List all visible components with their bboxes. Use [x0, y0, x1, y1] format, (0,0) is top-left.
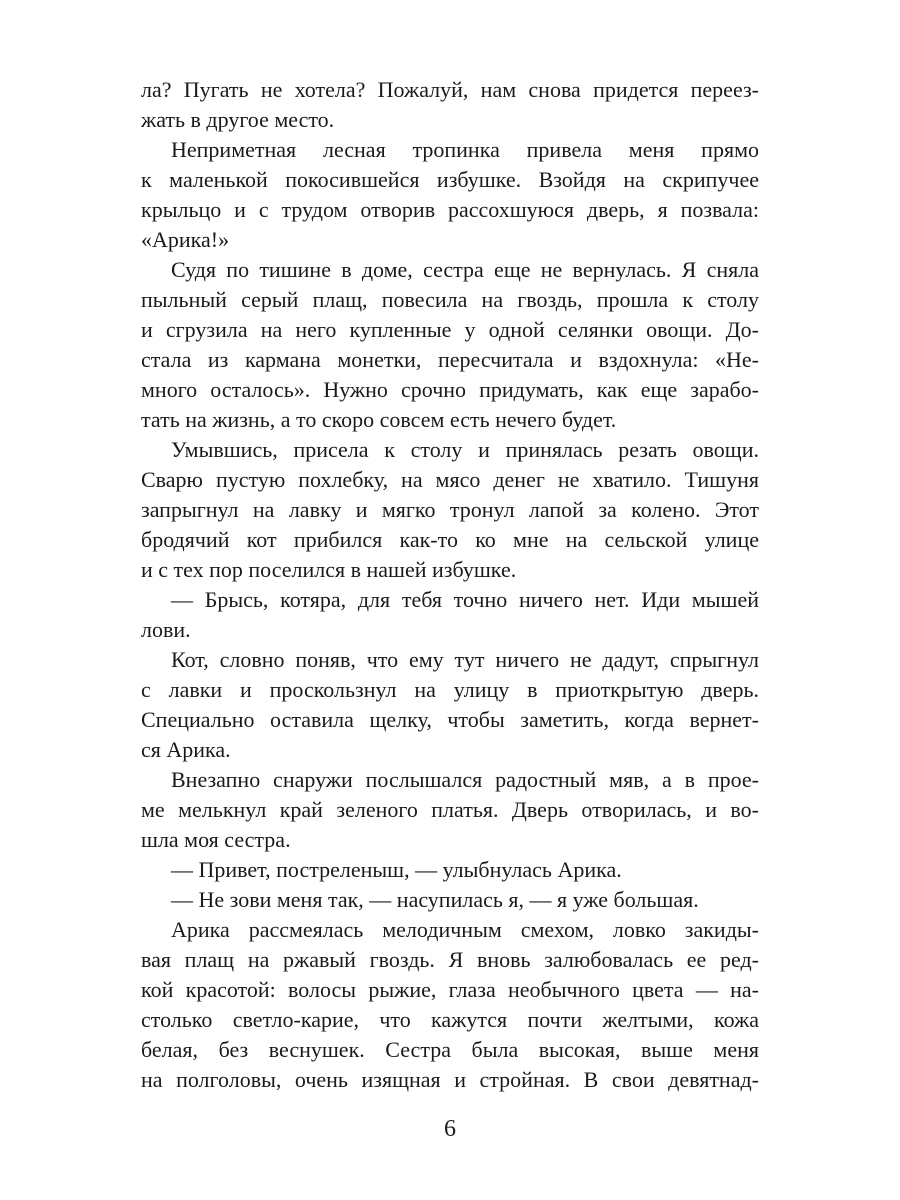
text-line: Кот, словно поняв, что ему тут ничего не дадут, спрыгнул [171, 647, 759, 672]
text-line: вая плащ на ржавый гвоздь. Я вновь залюбовалась ее ред- [141, 947, 759, 972]
text-line: ла? Пугать не хотела? Пожалуй, нам снова придется переез- [141, 77, 759, 102]
text-line: к маленькой покосившейся избушке. Взойдя на скрипучее [141, 167, 759, 192]
text-line: пыльный серый плащ, повесила на гвоздь, прошла к столу [141, 287, 759, 312]
page-number: 6 [444, 1116, 456, 1142]
text-line: кой красотой: волосы рыжие, глаза необычного цвета — на- [141, 977, 759, 1002]
text-line: и с тех пор поселился в нашей избушке. [141, 557, 517, 582]
text-line: Сварю пустую похлебку, на мясо денег не хватило. Тишуня [141, 467, 759, 492]
text-line: Умывшись, присела к столу и принялась резать овощи. [171, 437, 759, 462]
text-line: — Не зови меня так, — насупилась я, — я уже большая. [171, 887, 699, 912]
text-line: — Брысь, котяра, для тебя точно ничего нет. Иди мышей [171, 587, 759, 612]
text-line: Неприметная лесная тропинка привела меня прямо [171, 137, 759, 162]
text-line: Арика рассмеялась мелодичным смехом, ловко закиды- [171, 917, 759, 942]
text-line: с лавки и проскользнул на улицу в приоткрытую дверь. [141, 677, 759, 702]
text-line: — Привет, постреленыш, — улыбнулась Арика. [171, 857, 622, 882]
text-line: Внезапно снаружи послышался радостный мяв, а в прое- [171, 767, 759, 792]
text-line: на полголовы, очень изящная и стройная. В свои девятнад- [141, 1067, 759, 1092]
text-line: бродячий кот прибился как-то ко мне на сельской улице [141, 527, 759, 552]
text-line: белая, без веснушек. Сестра была высокая, выше меня [141, 1037, 759, 1062]
text-line: жать в другое место. [141, 107, 335, 132]
text-line: шла моя сестра. [141, 827, 291, 852]
text-line: «Арика!» [141, 227, 230, 252]
text-line: и сгрузила на него купленные у одной селянки овощи. До- [141, 317, 759, 342]
text-line: столько светло-карие, что кажутся почти желтыми, кожа [141, 1007, 759, 1032]
text-line: лови. [141, 617, 191, 642]
text-line: много осталось». Нужно срочно придумать, как еще зарабо- [141, 377, 759, 402]
text-line: Специально оставила щелку, чтобы заметить, когда вернет- [141, 707, 759, 732]
text-line: запрыгнул на лавку и мягко тронул лапой за колено. Этот [141, 497, 759, 522]
text-line: ме мелькнул край зеленого платья. Дверь отворилась, и во- [141, 797, 759, 822]
text-line: ся Арика. [141, 737, 231, 762]
text-line: тать на жизнь, а то скоро совсем есть нечего будет. [141, 407, 617, 432]
page-body-text [141, 75, 759, 1095]
text-line: стала из кармана монетки, пересчитала и вздохнула: «Не- [141, 347, 759, 372]
text-line: крыльцо и с трудом отворив рассохшуюся дверь, я позвала: [141, 197, 759, 222]
text-line: Судя по тишине в доме, сестра еще не вернулась. Я сняла [171, 257, 759, 282]
